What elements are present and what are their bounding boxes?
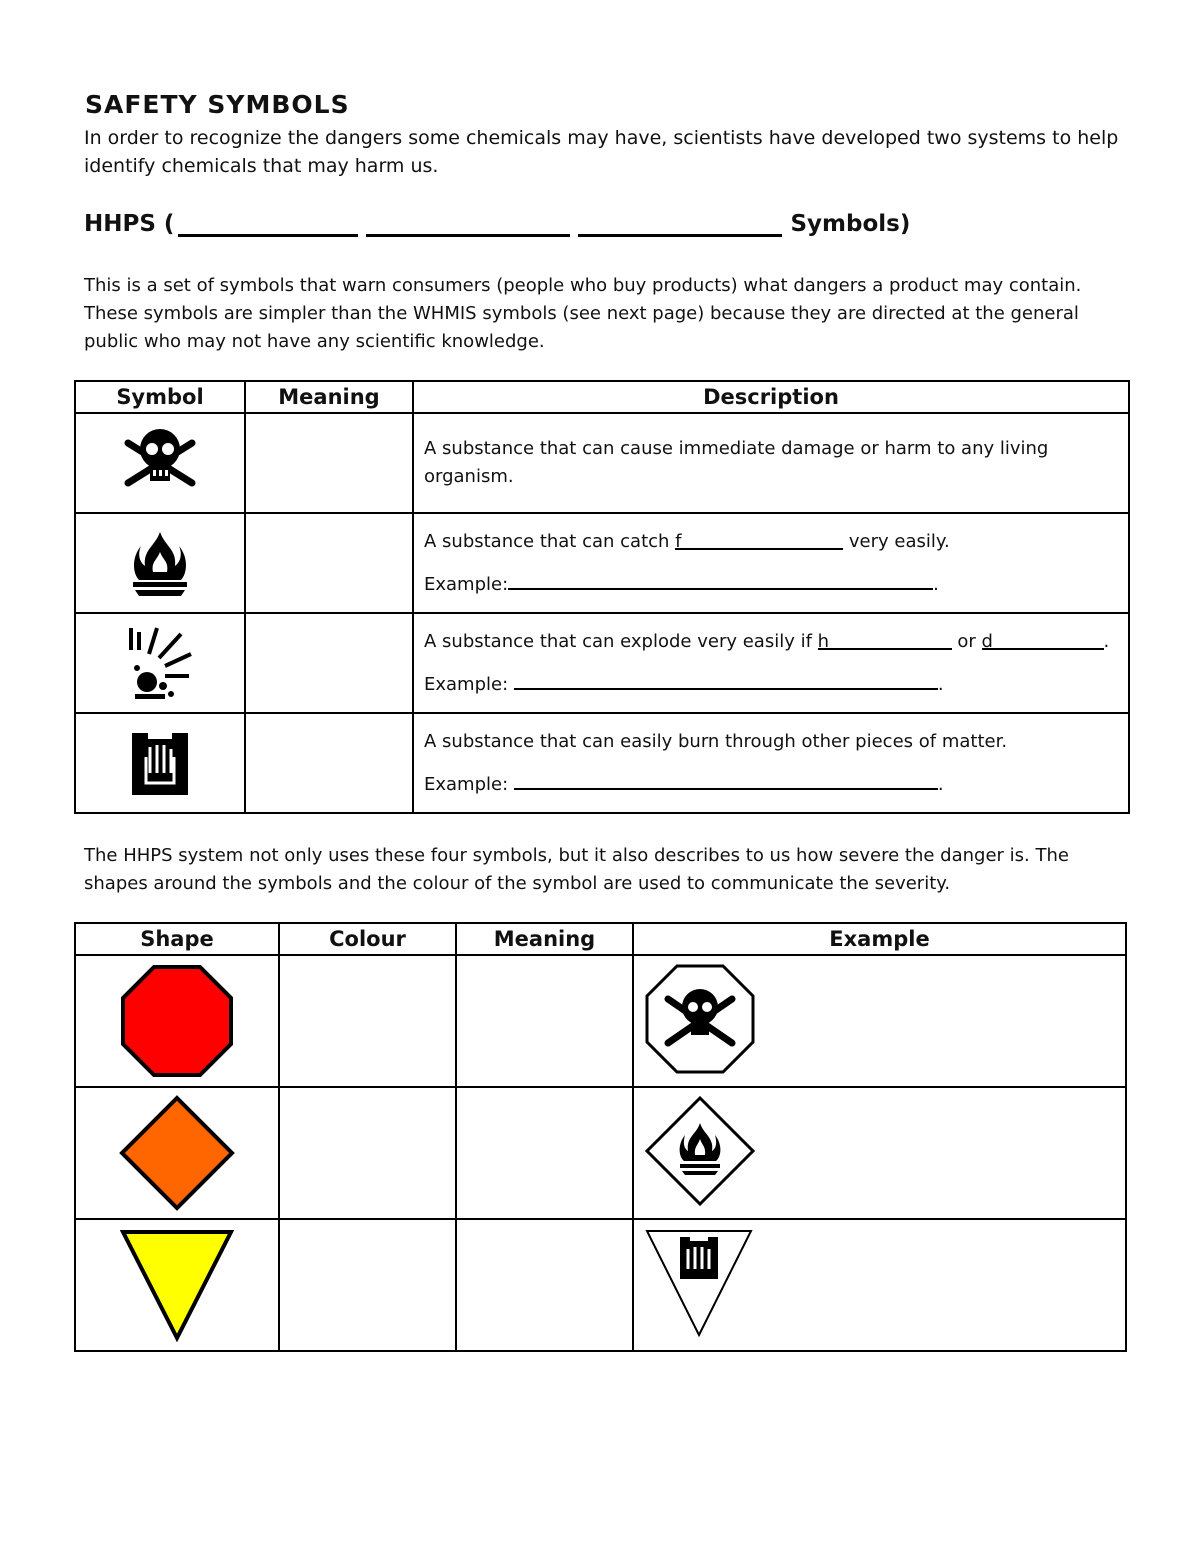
example-line	[424, 568, 1118, 599]
col-symbol: Symbol	[75, 381, 245, 413]
period: .	[937, 673, 944, 695]
col-example: Example	[633, 923, 1126, 955]
symbol-cell	[75, 413, 245, 513]
hhps-prefix: HHPS (	[84, 211, 175, 237]
symbol-cell	[75, 713, 245, 813]
example-line	[424, 668, 1118, 699]
example-label: Example:	[424, 773, 514, 795]
example-cell	[633, 1087, 1126, 1219]
description-text-end: very easily.	[843, 530, 950, 552]
example-blank[interactable]	[514, 668, 938, 690]
col-description: Description	[413, 381, 1129, 413]
flammable-diamond-icon	[644, 1095, 756, 1207]
hhps-blank-1[interactable]	[178, 210, 358, 237]
symbol-cell	[75, 513, 245, 613]
table-row	[75, 1219, 1126, 1351]
example-blank[interactable]	[514, 768, 938, 790]
symbol-cell	[75, 613, 245, 713]
flame-icon	[125, 528, 195, 598]
answer-blank[interactable]	[675, 528, 843, 550]
hhps-blank-3[interactable]	[578, 210, 782, 237]
meaning-cell[interactable]	[245, 513, 413, 613]
skull-crossbones-icon	[120, 423, 200, 503]
hhps-description: This is a set of symbols that warn consumers (people who buy products) what dangers a product may contain. These symbols are simpler than the WHMIS symbols (see next page) because they are directed at the general public who may not have any scientific knowledge.	[84, 275, 1082, 352]
shape-cell	[75, 955, 279, 1087]
period: .	[1103, 630, 1110, 652]
example-label: Example:	[424, 673, 514, 695]
description-text: A substance that can easily burn through other pieces of matter.	[424, 730, 1008, 752]
hhps-heading	[84, 210, 910, 237]
corrosive-hand-icon	[128, 727, 192, 799]
octagon-icon	[120, 964, 234, 1078]
table-row	[75, 613, 1129, 713]
hhps-suffix: Symbols)	[790, 211, 911, 237]
answer-blank[interactable]	[818, 628, 952, 650]
table-row	[75, 513, 1129, 613]
meaning-cell[interactable]	[245, 613, 413, 713]
hint-letter: f	[675, 530, 682, 552]
table-header-row	[75, 381, 1129, 413]
colour-cell[interactable]	[279, 955, 456, 1087]
table-header-row	[75, 923, 1126, 955]
hint-letter: d	[981, 630, 993, 652]
description-cell	[413, 413, 1129, 513]
description-text: A substance that can explode very easily if	[424, 630, 818, 652]
page-title: SAFETY SYMBOLS	[85, 90, 350, 119]
table-row	[75, 713, 1129, 813]
description-line	[424, 528, 1118, 556]
example-blank[interactable]	[508, 568, 933, 590]
shape-cell	[75, 1219, 279, 1351]
table-row	[75, 1087, 1126, 1219]
example-cell	[633, 955, 1126, 1087]
colour-cell[interactable]	[279, 1087, 456, 1219]
explosion-icon	[125, 624, 195, 702]
description-line	[424, 728, 1118, 756]
example-label: Example:	[424, 573, 509, 595]
hhps-blank-2[interactable]	[366, 210, 570, 237]
description-text: A substance that can cause immediate damage or harm to any living organism.	[424, 438, 1049, 487]
description-line	[424, 628, 1118, 656]
period: .	[937, 773, 944, 795]
meaning-cell[interactable]	[456, 1219, 633, 1351]
diamond-icon	[119, 1095, 235, 1211]
col-meaning: Meaning	[456, 923, 633, 955]
poison-octagon-icon	[644, 963, 756, 1075]
table-row	[75, 413, 1129, 513]
severity-description: The HHPS system not only uses these four symbols, but it also describes to us how severe the danger is. The shapes around the symbols and the colour of the symbol are used to communicate the severity.	[84, 845, 1069, 894]
description-cell	[413, 713, 1129, 813]
period: .	[933, 573, 939, 595]
shape-cell	[75, 1087, 279, 1219]
hint-letter: h	[817, 630, 830, 652]
triangle-icon	[120, 1228, 234, 1342]
col-meaning: Meaning	[245, 381, 413, 413]
example-cell	[633, 1219, 1126, 1351]
description-cell	[413, 613, 1129, 713]
col-shape: Shape	[75, 923, 279, 955]
col-colour: Colour	[279, 923, 456, 955]
answer-blank[interactable]	[982, 628, 1104, 650]
description-cell	[413, 513, 1129, 613]
meaning-cell[interactable]	[456, 955, 633, 1087]
example-line	[424, 768, 1118, 799]
hhps-symbols-table	[74, 380, 1130, 814]
table-row	[75, 955, 1126, 1087]
corrosive-triangle-icon	[644, 1227, 754, 1339]
meaning-cell[interactable]	[456, 1087, 633, 1219]
meaning-cell[interactable]	[245, 713, 413, 813]
meaning-cell[interactable]	[245, 413, 413, 513]
severity-table	[74, 922, 1127, 1352]
description-text: A substance that can catch	[424, 530, 676, 552]
colour-cell[interactable]	[279, 1219, 456, 1351]
intro-text: In order to recognize the dangers some chemicals may have, scientists have developed two systems to help identify chemicals that may harm us.	[84, 127, 1119, 177]
description-text-mid: or	[951, 630, 982, 652]
